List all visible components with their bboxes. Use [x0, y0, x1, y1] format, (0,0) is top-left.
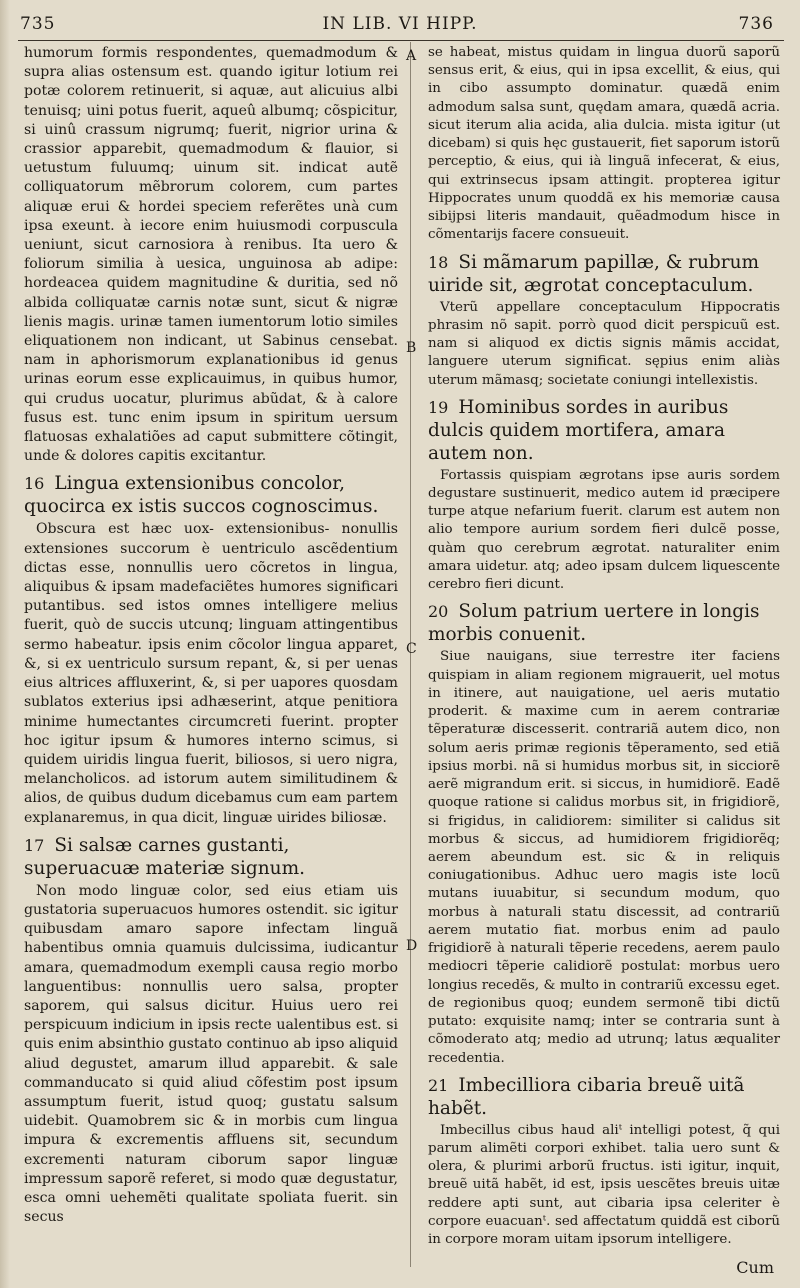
aphorism-text: Si mãmarum papillæ, & rubrum uiride sit, ægrotat conceptaculum.: [428, 251, 760, 296]
aphorism-number: 21: [428, 1075, 449, 1095]
commentary-21: Imbecillus cibus haud aliᵗ intelligi potest, q̃ qui parum alimẽti corpori exhibet. talia uero sunt & olera, & plurimi arborũ fructus. isti igitur, inquit, breuẽ uitã habẽt, id est, ipsis uescẽtes breuis uitæ reddere apti sunt, aut cibaria ipsa celeriter è corpore euacuanᵗ. sed affectatum quiddã est ciborũ in corpore moram uitam ipsorum intelligere.: [428, 1122, 780, 1248]
aphorism-number: 18: [428, 252, 449, 272]
gutter-shadow: [0, 0, 10, 1288]
right-column: [428, 44, 780, 1249]
aphorism-number: 20: [428, 602, 449, 622]
margin-letter-d: D: [406, 938, 418, 954]
commentary-16: Obscura est hæc uox- extensionibus- nonullis extensiones succorum è uentriculo ascẽdentium dictas esse, nonnullis uero cõcretos in lingua, aliquibus & ipsam madefaciẽtes humores significari putantibus. sed istos omnes intelligere melius fuerit, quò de succis utcunq; linguam attingentibus sermo habeatur. ipsis enim cõcolor lingua apparet, &, si ex uentriculo sursum repant, &, si per uenas eius altrices affluxerint, &, si per uapores quosdam sublatos exterius ipsi adhæserint, atque penitiora minime humectantes circumcreti fuerint. propter hoc igitur ipsum & humores interno scimus, si quidem uiridis lingua fuerit, biliosos, si uero nigra, melancholicos. ad istorum autem similitudinem & alios, de quibus dudum dicebamus cum eam partem explanaremus, in qua dicit, linguæ uirides biliosæ.: [24, 521, 398, 826]
commentary-18: Vterũ appellare conceptaculum Hippocratis phrasim nõ sapit. porrò quod dicit perspicuũ est. nam si aliquod ex dictis signis mãmis accidat, languere uterum significat. sępius enim aliàs uterum mãmasq; societate coniungi intellexistis.: [428, 299, 780, 388]
running-title: IN LIB. VI HIPP.: [322, 14, 478, 34]
catchword: Cum: [736, 1258, 774, 1277]
left-column: [24, 44, 398, 1227]
page-number-left: 735: [20, 14, 56, 34]
aphorism-heading-19: [428, 396, 780, 465]
aphorism-number: 17: [24, 835, 45, 855]
aphorism-text: Hominibus sordes in auribus dulcis quidem mortifera, amara autem non.: [428, 396, 729, 464]
running-header: [0, 6, 800, 40]
paragraph-continued: humorum formis respondentes, quemadmodum & supra alias ostensum est. quando igitur lotium rei potæ colorem retinuerit, si aquæ, aut alicuius albi tenuisq; uini potus fuerit, aqueû albumq; cõspicitur, si uinû crassum nigrumq; fuerit, nigrior urina & crassior apparebit, quemadmodum & flauior, si uetustum fuluumq; uinum sit. indicat autẽ colliquatorum mẽbrorum colorem, cum partes aliquæ erui & hordei speciem referẽtes unà cum ipsa exeunt. à iecore enim huiusmodi corpuscula ueniunt, sicut carnosiora à renibus. Ita uero & foliorum similia à uesica, unguinosa ab adipe: hordeacea quidem magnitudine & duritia, sed nõ albida colliquatæ carnis notæ sunt, sicut & nigræ lienis magis. urinæ tamen iumentorum lotio similes eliquationem non indicant, ut Sabinus censebat. nam in aphorismorum explanationibus id genus urinas eorum esse explicauimus, in quibus humor, qui crudus uocatur, plurimus abũdat, & à calore fusus est. tunc enim ipsum in spiritum uersum flatuosas exhalatiões ad caput submittere cõtingit, unde & dolores capitis excitantur.: [24, 45, 398, 465]
aphorism-text: Imbecilliora cibaria breuẽ uitã habẽt.: [428, 1074, 745, 1119]
aphorism-heading-18: [428, 251, 780, 297]
header-rule: [18, 40, 784, 41]
paragraph-continued: se habeat, mistus quidam in lingua duorũ saporũ sensus erit, & eius, qui in ipsa excellit, & eius, qui in cibo assumpto dominatur. quædã enim admodum salsa sunt, quędam amara, quædã acria. sicut iterum alia acida, alia dulcia. mista igitur (ut dicebam) si quis hęc gustauerit, fiet saporum istorũ perceptio, & eius, qui ià linguã infecerat, & eius, qui extrinsecus ipsam attingit. propterea igitur Hippocrates unum quoddã ex his memoriæ causa sibijpsi literis mandauit, quẽadmodum hisce in cõmentarijs facere consueuit.: [428, 45, 780, 243]
aphorism-heading-20: [428, 600, 780, 646]
margin-letter-a: A: [406, 48, 417, 64]
commentary-17: Non modo linguæ color, sed eius etiam uis gustatoria superuacuos humores ostendit. sic igitur quibusdam amaro sapore infectam linguã habentibus omnia quamuis dulcissima, iudicantur amara, quemadmodum exempli causa regio morbo languentibus: nonnullis uero salsa, propter saporem, qui salsus dicitur. Huius uero rei perspicuum indicium in ipsis recte ualentibus est. si quis enim absinthio gustato continuo ab ipso aliquid aliud degustet, amarum illud apparebit. & sale commanducato si quid aliud cõfestim post ipsum assumptum fuerit, istud quoq; gustatu salsum uidebit. Quamobrem sic & in morbis cum lingua impura & excrementis affluens sit, secundum excrementi naturam ciborum sapor linguæ impressum saporẽ referet, si modo quæ degustatur, esca omni uehemẽti qualitate spoliata fuerit. sin secus: [24, 882, 398, 1226]
aphorism-number: 16: [24, 474, 45, 494]
commentary-20: Siue nauigans, siue terrestre iter faciens quispiam in aliam regionem migrauerit, uel motus in itinere, aut nauigatione, uel aeris mutatio proderit. & maxime cum in aerem contrariæ tẽperaturæ discesserit. contrariã autem dico, non solum aeris primæ regionis tẽperamento, sed etiã ipsius morbi. nã si humidus morbus sit, in sicciorẽ aerẽ migrandum erit. si siccus, in humidiorẽ. Eadẽ quoque ratione si calidus morbus sit, in frigidiorẽ, si frigidus, in calidiorem: similiter si calidus sit morbus & siccus, ad humidiorem frigidiorẽq; aerem abeundum est. sic & in reliquis coniugationibus. Adhuc uero magis iste locũ mutans iuuabitur, si secundum modum, quo morbus à naturali statu discessit, ad contrariũ aerem mutatio fiat. morbus enim ad paulo frigidiorẽ à naturali tẽperie recedens, aerem paulo mediocri tẽperie calidiorẽ postulat: morbus uero longius recedẽs, & multo in contrariũ excessu eget. de regionibus quoq; eundem sermonẽ tibi dictũ putato: exquisite namq; inter se contraria sunt à cõmoderato atq; medio ad utrunq; latus æqualiter recedentia.: [428, 649, 780, 1066]
page-number-right: 736: [738, 14, 774, 34]
aphorism-number: 19: [428, 397, 449, 417]
aphorism-heading-17: [24, 834, 398, 880]
margin-letter-c: C: [406, 641, 417, 657]
aphorism-heading-21: [428, 1074, 780, 1120]
aphorism-text: Si salsæ carnes gustanti, superuacuæ materiæ signum.: [24, 834, 306, 879]
aphorism-heading-16: [24, 472, 398, 518]
aphorism-text: Solum patrium uertere in longis morbis conuenit.: [428, 601, 760, 646]
commentary-19: Fortassis quispiam ægrotans ipse auris sordem degustare sustinuerit, medico autem id præcipere turpe atque nefarium fuerit. clarum est autem non alio tempore aurium sordem fieri dulcẽ posse, quàm quo cerebrum ægrotat. naturaliter enim amara uidetur. atq; adeo ipsam dulcem liquescente cerebro fieri dicunt.: [428, 467, 780, 593]
aphorism-text: Lingua extensionibus concolor, quocirca ex istis succos cognoscimus.: [24, 473, 379, 518]
margin-letter-b: B: [406, 340, 417, 356]
